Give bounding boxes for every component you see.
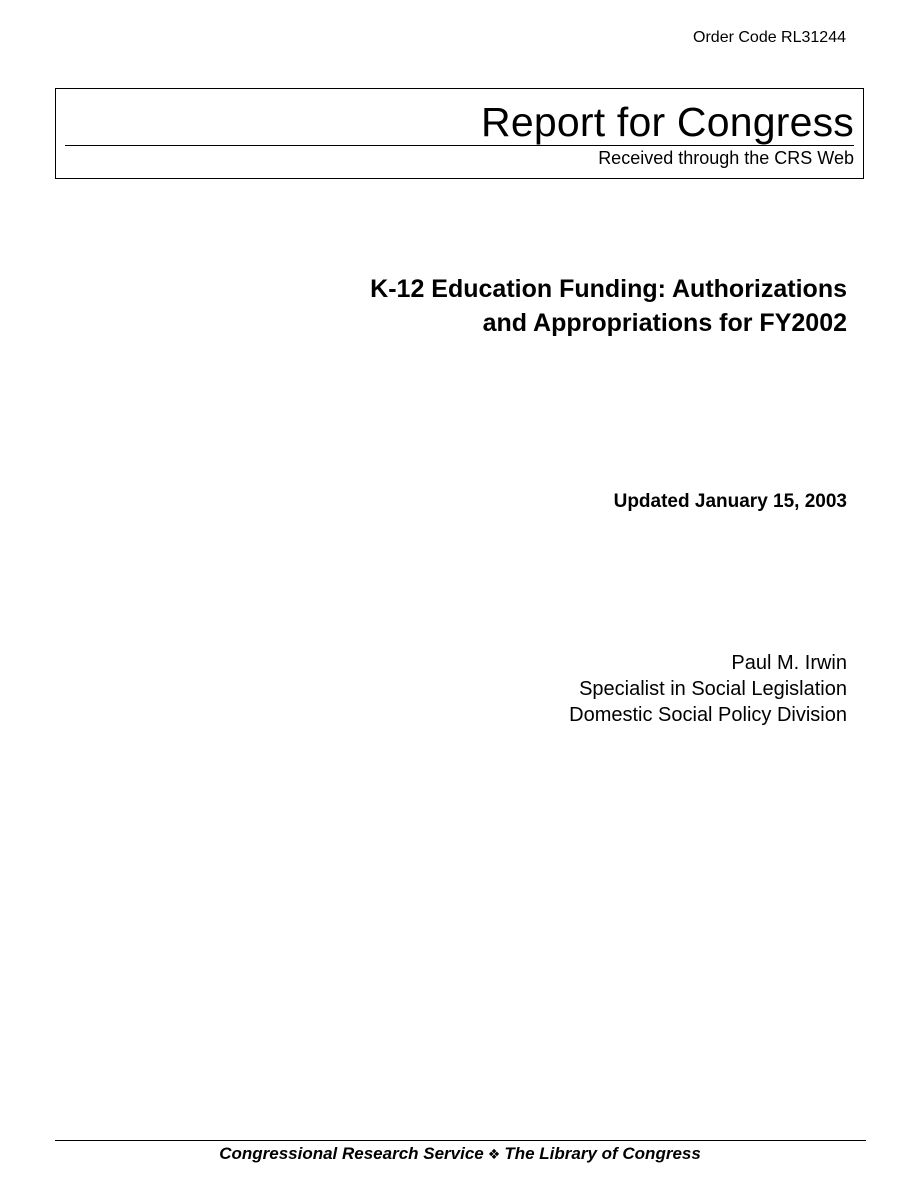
- footer-publisher: Congressional Research Service: [219, 1144, 484, 1163]
- author-division: Domestic Social Policy Division: [569, 704, 847, 726]
- report-subtitle: Received through the CRS Web: [598, 148, 854, 168]
- report-title: Report for Congress: [481, 99, 854, 145]
- footer-divider: [55, 1140, 866, 1141]
- document-title-line-2: and Appropriations for FY2002: [482, 309, 847, 337]
- order-code: Order Code RL31244: [693, 29, 846, 46]
- author-name: Paul M. Irwin: [731, 652, 847, 674]
- document-title-line-1: K-12 Education Funding: Authorizations: [370, 275, 847, 303]
- document-title: [370, 272, 847, 340]
- diamond-separator-icon: ❖: [487, 1147, 501, 1163]
- author-block: [569, 650, 847, 728]
- updated-date: Updated January 15, 2003: [613, 491, 847, 512]
- footer-library: The Library of Congress: [504, 1144, 701, 1163]
- header-divider: [65, 145, 854, 146]
- report-header-box: [55, 88, 864, 179]
- footer: [0, 1143, 920, 1166]
- author-position: Specialist in Social Legislation: [579, 678, 847, 700]
